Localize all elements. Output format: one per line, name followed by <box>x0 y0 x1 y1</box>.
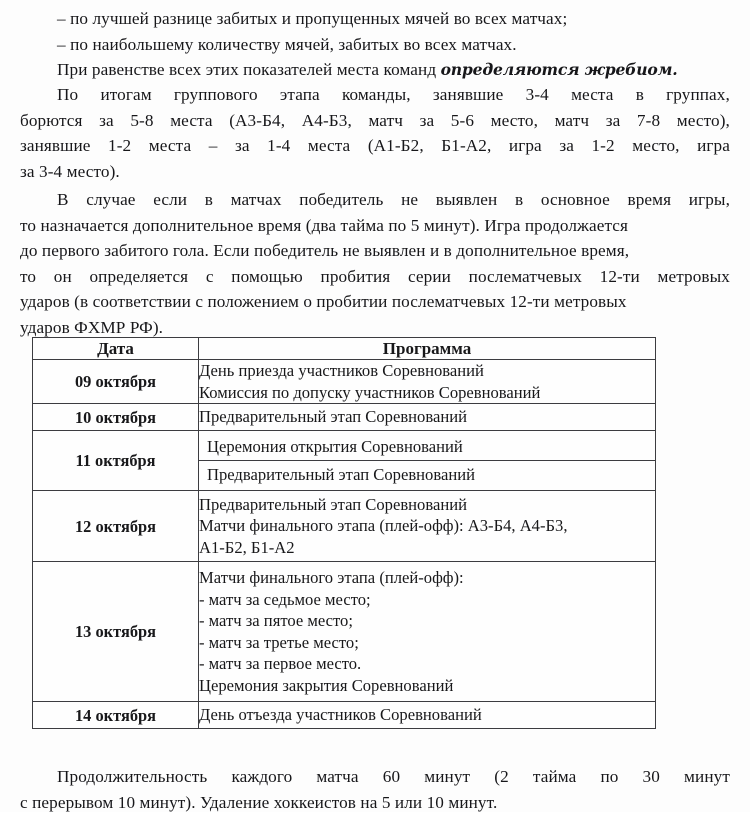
program-subrow <box>199 433 655 461</box>
row-date-oct-09: 09 октября <box>33 360 199 404</box>
match-duration-line-2: с перерывом 10 минут). Удаление хоккеистов на 5 или 10 минут. <box>20 792 498 812</box>
w: с <box>205 266 214 286</box>
table-row <box>33 562 656 702</box>
row-date-oct-10: 10 октября <box>33 404 199 431</box>
w: (А3-Б4, <box>229 110 286 130</box>
group-stage-line-3 <box>20 133 730 159</box>
w: игра <box>508 136 542 156</box>
w: игры, <box>688 190 730 209</box>
w: места <box>170 110 213 130</box>
w: 1-2 <box>108 136 132 156</box>
w: В <box>57 190 69 209</box>
extra-time-line-1 <box>20 187 730 213</box>
w: в <box>635 85 644 104</box>
extra-time-line-4 <box>20 264 730 290</box>
w: игра <box>697 136 730 156</box>
match-duration-paragraph <box>20 764 730 815</box>
w: место, <box>490 110 538 130</box>
w: Продолжительность <box>57 767 208 786</box>
w: (А1-Б2, <box>367 136 424 156</box>
program-line: - матч за третье место; <box>199 632 359 652</box>
w: выявлен <box>435 190 498 209</box>
program-line: - матч за седьмое место; <box>199 589 371 609</box>
w: время <box>627 190 672 209</box>
w: основное <box>540 190 610 209</box>
column-header-program: Программа <box>199 338 656 360</box>
row-date-oct-14: 14 октября <box>33 702 199 729</box>
w: если <box>153 190 188 209</box>
program-line: Матчи финального этапа (плей-офф): А3-Б4, А4-Б3, <box>199 516 568 536</box>
program-subrow <box>199 461 655 489</box>
match-duration-line-1 <box>20 764 730 790</box>
group-stage-line-4: за 3-4 место). <box>20 161 120 181</box>
w: 30 <box>642 767 660 786</box>
tiebreaker-draw-sentence <box>20 57 730 83</box>
w: в <box>204 190 213 209</box>
w: А4-Б3, <box>301 110 352 130</box>
program-line: Церемония закрытия Соревнований <box>199 675 454 695</box>
w: занявшие <box>20 136 91 156</box>
program-line: Предварительный этап Соревнований <box>199 407 467 427</box>
w: 3-4 <box>525 85 549 104</box>
w: 1-2 <box>591 136 615 156</box>
w: пробития <box>320 266 391 286</box>
row-date-oct-11: 11 октября <box>33 431 199 491</box>
extra-time-line-3: до первого забитого гола. Если победитель не выявлен и в дополнительное время, <box>20 241 630 261</box>
w: победитель <box>299 190 384 209</box>
table-header-row <box>33 338 656 360</box>
table-row <box>33 702 656 729</box>
w: 60 <box>382 767 401 786</box>
w: минут <box>684 767 730 786</box>
w: борются <box>20 110 83 130</box>
row-program-oct-13 <box>199 562 656 702</box>
w: (2 <box>494 767 509 786</box>
program-line: Церемония открытия Соревнований <box>199 433 655 461</box>
w: за <box>605 110 621 130</box>
w: этапа <box>279 85 320 104</box>
w: случае <box>86 190 136 209</box>
table-row <box>33 360 656 404</box>
w: то <box>20 266 37 286</box>
column-header-date: Дата <box>33 338 199 360</box>
w: не <box>401 190 419 209</box>
w: команды, <box>341 85 411 104</box>
program-line: Матчи финального этапа (плей-офф): <box>199 568 464 587</box>
w: группового <box>173 85 258 104</box>
w: матч <box>554 110 590 130</box>
group-stage-paragraph <box>20 82 730 184</box>
w: 5-8 <box>130 110 154 130</box>
program-line: День отъезда участников Соревнований <box>199 705 482 725</box>
w: каждого <box>231 767 293 786</box>
w: 12-ти <box>599 266 640 286</box>
extra-time-line-2: то назначается дополнительное время (два тайма по 5 минут). Игра продолжается <box>20 215 628 235</box>
row-program-oct-12 <box>199 491 656 562</box>
w: места <box>148 136 192 156</box>
row-program-oct-10 <box>199 404 656 431</box>
row-date-oct-12: 12 октября <box>33 491 199 562</box>
extra-time-line-5: ударов (в соответствии с положением о пробитии послематчевых 12-ти метровых <box>20 292 627 312</box>
w: место), <box>676 110 730 130</box>
w: метровых <box>657 266 730 286</box>
w: помощью <box>231 266 303 286</box>
row-date-oct-13: 13 октября <box>33 562 199 702</box>
extra-time-line-6: ударов ФХМР РФ). <box>20 317 164 337</box>
w: 1-4 <box>267 136 291 156</box>
draw-sentence-plain: При равенстве всех этих показателей места команд <box>57 60 441 80</box>
table-row <box>33 491 656 562</box>
row-program-oct-14 <box>199 702 656 729</box>
w: минут <box>424 767 471 786</box>
w: он <box>53 266 72 286</box>
w: матча <box>316 767 359 786</box>
program-line: - матч за пятое место; <box>199 611 353 630</box>
program-line: День приезда участников Соревнований <box>199 361 484 380</box>
w: места <box>307 136 351 156</box>
w: итогам <box>100 85 152 104</box>
w: матчах <box>230 190 282 209</box>
w: занявшие <box>432 85 504 104</box>
group-stage-line-2 <box>20 108 730 134</box>
program-line: Предварительный этап Соревнований <box>199 461 655 489</box>
table-row <box>33 404 656 431</box>
w: место, <box>632 136 680 156</box>
w: По <box>57 85 79 104</box>
w: послематчевых <box>468 266 582 286</box>
group-stage-line-1 <box>20 82 730 108</box>
w: за <box>99 110 114 130</box>
w: тайма <box>532 767 577 786</box>
w: группах, <box>666 85 730 104</box>
program-line: А1-Б2, Б1-А2 <box>199 537 295 557</box>
w: матч <box>368 110 403 130</box>
program-line: Комиссия по допуску участников Соревнований <box>199 382 541 402</box>
w: места <box>571 85 614 104</box>
program-subtable <box>199 433 655 489</box>
schedule-table <box>32 337 656 729</box>
w: за <box>559 136 574 156</box>
tiebreaker-bullet-2: – по наибольшему количеству мячей, забитых во всех матчах. <box>57 34 517 54</box>
w: 5-6 <box>450 110 475 130</box>
w: – <box>208 136 218 156</box>
w: Б1-А2, <box>441 136 492 156</box>
program-line: - матч за первое место. <box>199 654 362 673</box>
w: в <box>514 190 524 209</box>
program-line: Предварительный этап Соревнований <box>199 494 467 514</box>
draw-sentence-stylized: определяются жребиом. <box>440 60 678 80</box>
w: 7-8 <box>636 110 661 130</box>
tiebreaker-criteria-block <box>20 6 730 83</box>
extra-time-paragraph <box>20 187 730 341</box>
row-program-oct-09 <box>199 360 656 404</box>
w: серии <box>407 266 451 286</box>
table-row <box>33 431 656 491</box>
w: по <box>600 767 619 786</box>
tiebreaker-bullet-1: – по лучшей разнице забитых и пропущенных мячей во всех матчах; <box>57 9 568 28</box>
w: определяется <box>89 266 189 286</box>
w: за <box>234 136 250 156</box>
row-program-oct-11 <box>199 431 656 491</box>
w: за <box>419 110 435 130</box>
